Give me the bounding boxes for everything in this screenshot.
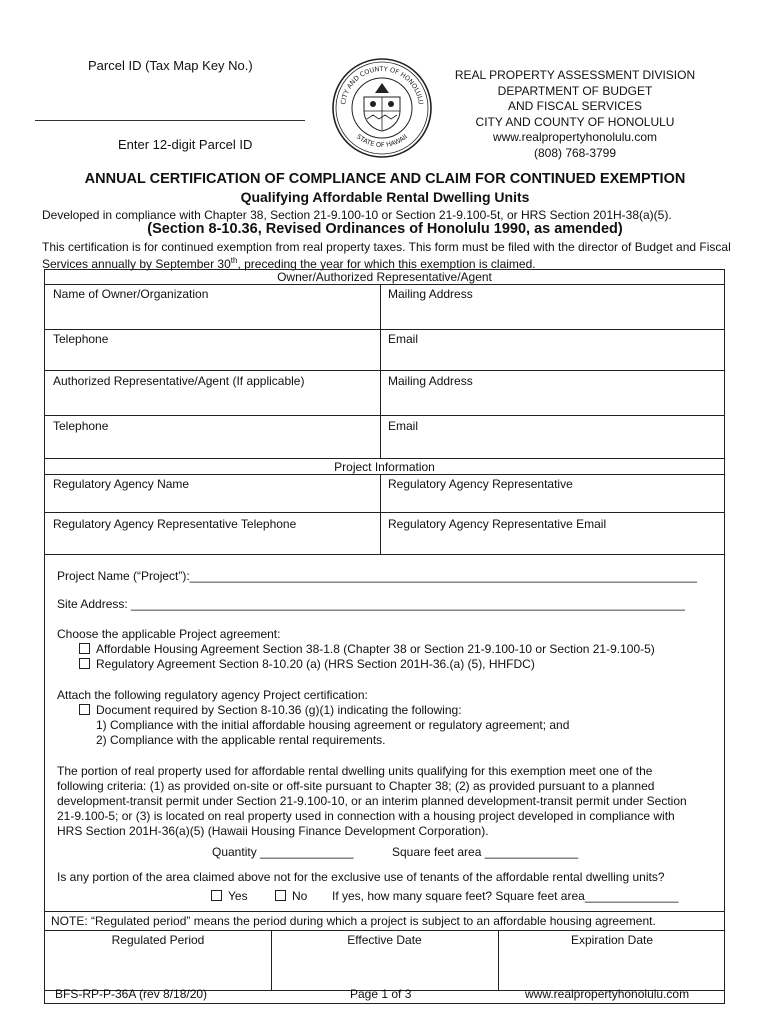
site-address-input[interactable]: ___________________________________________________________________________________ xyxy=(131,597,685,611)
quantity-field[interactable]: Quantity ______________ xyxy=(212,845,354,859)
agency-rep-email-field[interactable]: Regulatory Agency Representative Email xyxy=(388,517,607,531)
department-info xyxy=(425,68,725,161)
portion-line: development-transit permit under Section 21-9.100-10, or an interim planned development-transit permit under Section xyxy=(57,794,687,808)
dept-line: REAL PROPERTY ASSESSMENT DIVISION xyxy=(454,68,696,82)
checkbox[interactable] xyxy=(79,658,90,669)
project-section-title: Project Information xyxy=(334,460,435,474)
parcel-id-hint: Enter 12-digit Parcel ID xyxy=(118,137,253,152)
intro-text-end: , preceding the year for which this exemption is claimed. xyxy=(237,257,536,271)
seal-bottom-text: STATE OF HAWAII xyxy=(355,132,409,150)
checkbox-label: Document required by Section 8-10.36 (g)(1) indicating the following: xyxy=(96,703,462,717)
regulated-period-header: Regulated Period xyxy=(111,933,205,947)
agent-telephone-field[interactable]: Telephone xyxy=(53,419,109,433)
portion-line: following criteria: (1) as provided on-site or off-site pursuant to Chapter 38; (2) as provided pursuant to a planned xyxy=(57,779,655,793)
project-name-label: Project Name (“Project”): xyxy=(57,569,190,583)
site-address-row[interactable] xyxy=(57,597,685,612)
form-frame xyxy=(44,269,725,1004)
page-number: Page 1 of 3 xyxy=(350,987,412,1001)
expiration-date-header: Expiration Date xyxy=(570,933,654,947)
portion-line: HRS Section 201H-36(a)(5) (Hawaii Housing Finance Development Corporation). xyxy=(57,824,489,838)
owner-telephone-field[interactable]: Telephone xyxy=(53,332,109,346)
checkbox[interactable] xyxy=(79,704,90,715)
agency-rep-field[interactable]: Regulatory Agency Representative xyxy=(388,477,573,491)
checkbox[interactable] xyxy=(211,890,222,901)
agent-mailing-field[interactable]: Mailing Address xyxy=(388,374,473,388)
parcel-id-input-line[interactable] xyxy=(35,120,305,121)
parcel-id-label: Parcel ID (Tax Map Key No.) xyxy=(88,58,253,73)
square-feet-field[interactable]: Square feet area ______________ xyxy=(392,845,579,859)
owner-name-field[interactable]: Name of Owner/Organization xyxy=(53,287,209,301)
effective-date-header: Effective Date xyxy=(347,933,422,947)
checkbox-label: Affordable Housing Agreement Section 38-1.8 (Chapter 38 or Section 21-9.100-10 or Section 21-9.100-5) xyxy=(96,642,655,656)
dept-website-link[interactable]: www.realpropertyhonolulu.com xyxy=(492,130,658,144)
svg-text:STATE OF HAWAII xyxy=(355,133,409,149)
agreement-option-regulatory[interactable] xyxy=(79,657,535,672)
yes-option[interactable] xyxy=(211,889,248,904)
filing-instructions xyxy=(42,240,732,271)
owner-mailing-field[interactable]: Mailing Address xyxy=(388,287,473,301)
checkbox-label: No xyxy=(292,889,308,903)
exclusive-use-question: Is any portion of the area claimed above not for the exclusive use of tenants of the affordable rental dwelling units? xyxy=(57,870,665,884)
attach-option-document[interactable] xyxy=(79,703,462,718)
checkbox-label: Yes xyxy=(228,889,248,903)
portion-line: 21-9.100-5; or (3) is located on real property used in connection with a housing project developed in compliance with xyxy=(57,809,675,823)
project-name-row[interactable] xyxy=(57,569,697,584)
no-option[interactable] xyxy=(275,889,307,904)
agreement-option-housing[interactable] xyxy=(79,642,655,657)
agreement-title: Choose the applicable Project agreement: xyxy=(57,627,281,641)
intro-text: This certification is for continued exemption from real property taxes. This form must be filed with the director of Budget and Fiscal Services annually by September 30 xyxy=(42,240,731,271)
agency-name-field[interactable]: Regulatory Agency Name xyxy=(53,477,190,491)
agent-email-field[interactable]: Email xyxy=(388,419,419,433)
form-subtitle: Qualifying Affordable Rental Dwelling Units xyxy=(240,189,530,205)
dept-line: DEPARTMENT OF BUDGET xyxy=(497,83,653,98)
agency-rep-telephone-field[interactable]: Regulatory Agency Representative Telephone xyxy=(53,517,297,531)
form-id: BFS-RP-P-36A (rev 8/18/20) xyxy=(55,987,208,1001)
owner-section-title: Owner/Authorized Representative/Agent xyxy=(277,270,492,284)
footer-website-link[interactable]: www.realpropertyhonolulu.com xyxy=(525,987,690,1001)
dept-phone: (808) 768-3799 xyxy=(533,145,617,160)
seal-top-text: CITY AND COUNTY OF HONOLULU xyxy=(339,64,425,106)
form-title: ANNUAL CERTIFICATION OF COMPLIANCE AND CLAIM FOR CONTINUED EXEMPTION xyxy=(84,171,686,187)
checkbox[interactable] xyxy=(79,643,90,654)
attach-item: 1) Compliance with the initial affordable housing agreement or regulatory agreement; and xyxy=(96,718,570,732)
project-name-input[interactable]: ____________________________________________________________________________ xyxy=(189,569,697,583)
regulated-period-note: NOTE: “Regulated period” means the period during which a project is subject to an affordable housing agreement. xyxy=(51,914,656,928)
checkbox-label: Regulatory Agreement Section 8-10.20 (a) (HRS Section 201H-36.(a) (5), HHFDC) xyxy=(96,657,535,671)
attach-item: 2) Compliance with the applicable rental requirements. xyxy=(96,733,386,747)
agent-name-field[interactable]: Authorized Representative/Agent (If applicable) xyxy=(53,374,305,388)
dept-line: CITY AND COUNTY OF HONOLULU xyxy=(475,114,675,129)
ordinance-title: (Section 8-10.36, Revised Ordinances of Honolulu 1990, as amended) xyxy=(147,221,623,237)
checkbox[interactable] xyxy=(275,890,286,901)
site-address-label: Site Address: xyxy=(57,597,132,611)
compliance-note: Developed in compliance with Chapter 38, Section 21-9.100-10 or Section 21-9.100-5t, or HRS Section 201H-38(a)(5). xyxy=(42,208,672,222)
intro-superscript: th xyxy=(230,256,238,265)
city-seal-icon xyxy=(331,57,433,159)
dept-line: AND FISCAL SERVICES xyxy=(507,99,643,113)
attach-title: Attach the following regulatory agency Project certification: xyxy=(57,688,368,702)
portion-line: The portion of real property used for affordable rental dwelling units qualifying for this exemption meet one of the xyxy=(57,764,653,778)
owner-email-field[interactable]: Email xyxy=(388,332,419,346)
if-yes-square-feet-field[interactable]: If yes, how many square feet? Square feet area______________ xyxy=(332,889,679,903)
